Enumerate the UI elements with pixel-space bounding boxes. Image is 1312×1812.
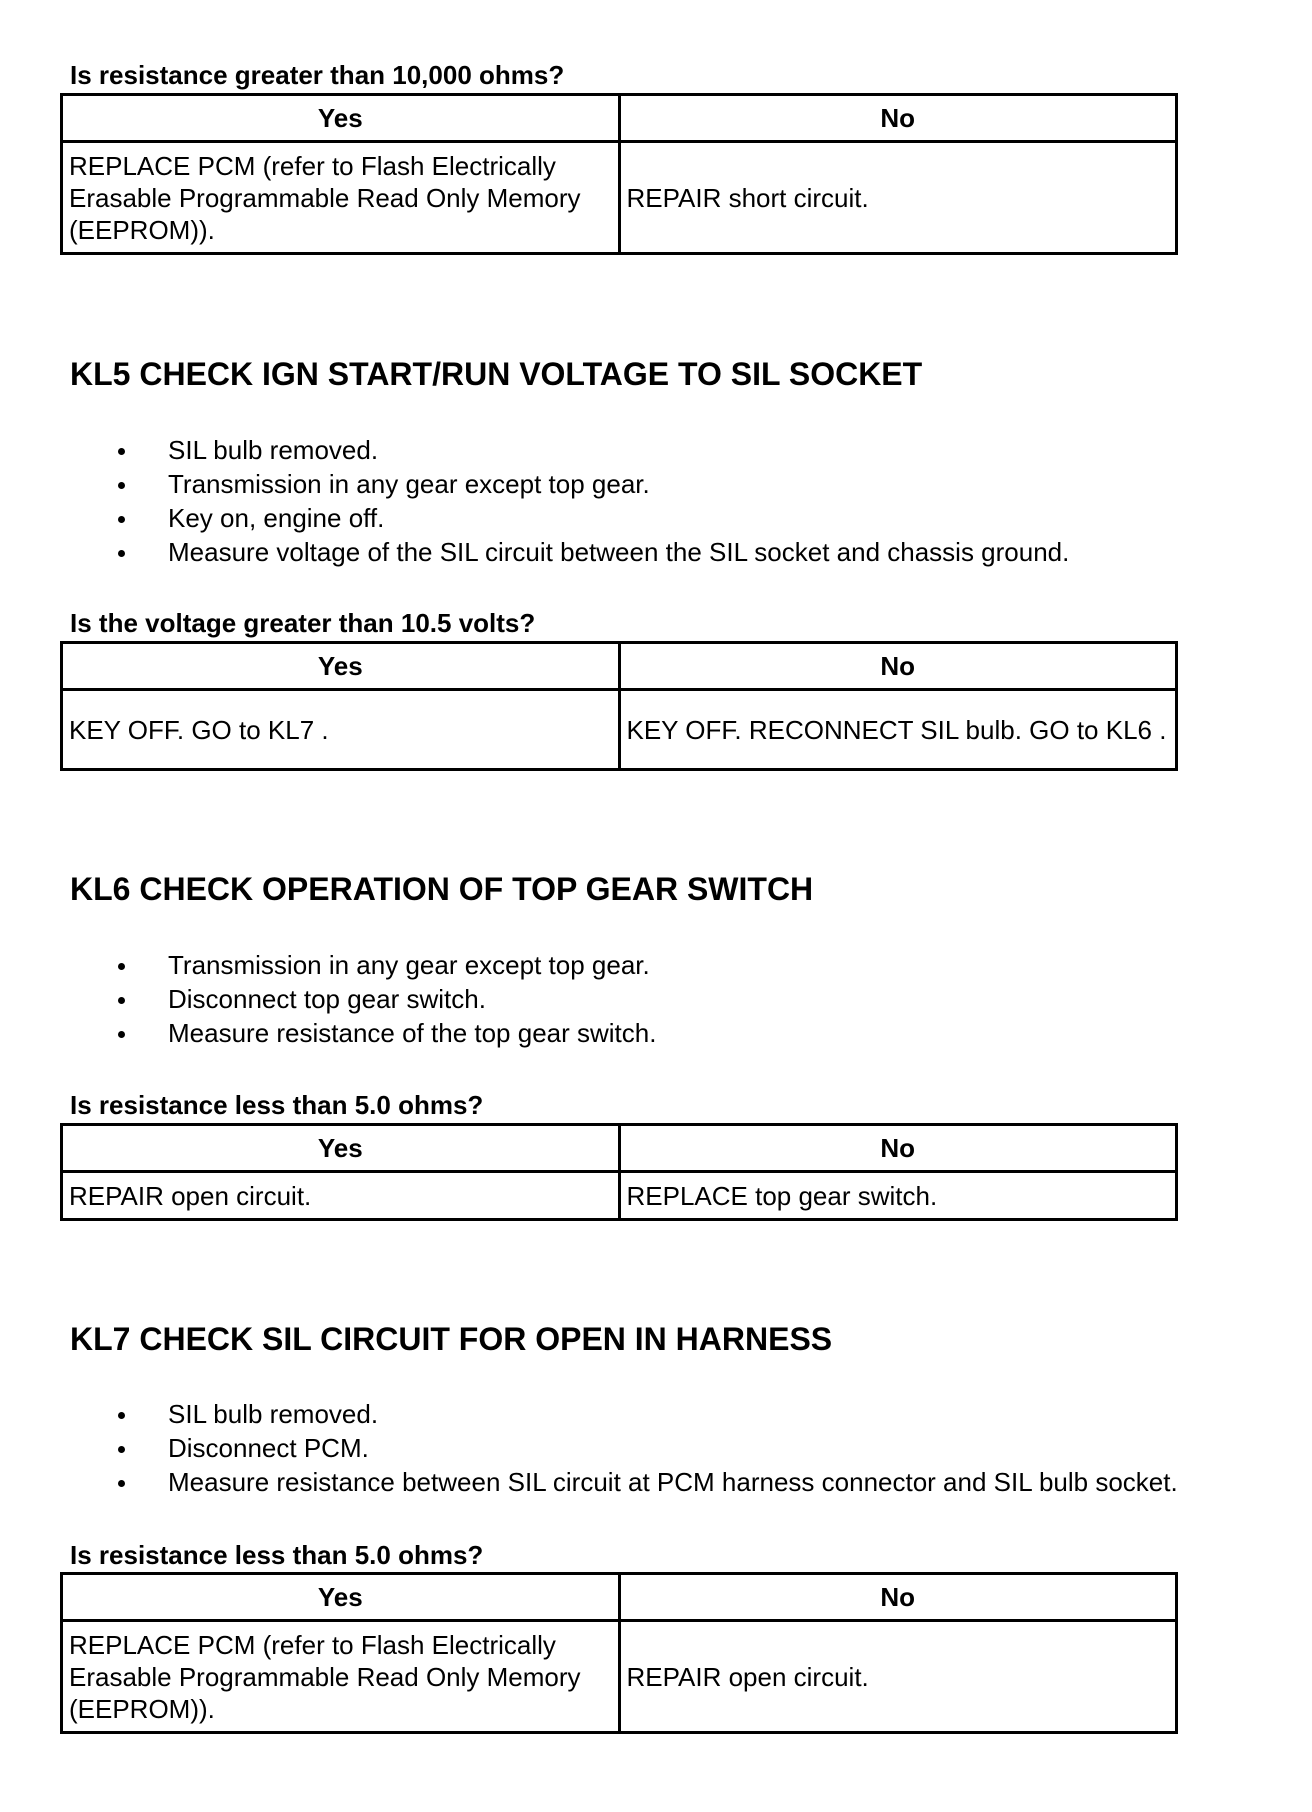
list-item: Measure resistance between SIL circuit at PCM harness connector and SIL bulb socket.	[118, 1465, 1178, 1499]
question-resistance-5-kl6: Is resistance less than 5.0 ohms?	[70, 1090, 484, 1120]
question-voltage-10-5: Is the voltage greater than 10.5 volts?	[70, 608, 536, 638]
section-heading-kl6: KL6 CHECK OPERATION OF TOP GEAR SWITCH	[70, 871, 814, 907]
list-item: Disconnect PCM.	[118, 1431, 1178, 1465]
list-item: Disconnect top gear switch.	[118, 982, 656, 1016]
question-resistance-10000: Is resistance greater than 10,000 ohms?	[70, 60, 565, 90]
yes-header: Yes	[62, 1125, 620, 1172]
no-action: KEY OFF. RECONNECT SIL bulb. GO to KL6 .	[619, 690, 1177, 770]
kl6-step-list	[118, 948, 656, 1050]
decision-table-block0	[60, 93, 1178, 255]
yes-action: KEY OFF. GO to KL7 .	[62, 690, 620, 770]
yes-header: Yes	[62, 1574, 620, 1621]
no-header: No	[619, 95, 1177, 142]
section-heading-kl7: KL7 CHECK SIL CIRCUIT FOR OPEN IN HARNESS	[70, 1321, 833, 1357]
decision-table-kl5	[60, 641, 1178, 771]
no-action: REPAIR short circuit.	[619, 142, 1177, 254]
decision-table-kl7	[60, 1572, 1178, 1734]
list-item: Transmission in any gear except top gear.	[118, 948, 656, 982]
question-resistance-5-kl7: Is resistance less than 5.0 ohms?	[70, 1540, 484, 1570]
section-heading-kl5: KL5 CHECK IGN START/RUN VOLTAGE TO SIL SOCKET	[70, 356, 923, 392]
no-action: REPAIR open circuit.	[619, 1621, 1177, 1733]
no-action: REPLACE top gear switch.	[619, 1172, 1177, 1220]
no-header: No	[619, 1574, 1177, 1621]
list-item: SIL bulb removed.	[118, 1397, 1178, 1431]
list-item: Transmission in any gear except top gear.	[118, 467, 1069, 501]
list-item: SIL bulb removed.	[118, 433, 1069, 467]
yes-action: REPAIR open circuit.	[62, 1172, 620, 1220]
yes-action: REPLACE PCM (refer to Flash Electrically Erasable Programmable Read Only Memory (EEPROM)).	[62, 142, 620, 254]
yes-header: Yes	[62, 95, 620, 142]
no-header: No	[619, 1125, 1177, 1172]
yes-header: Yes	[62, 643, 620, 690]
list-item: Key on, engine off.	[118, 501, 1069, 535]
kl5-step-list	[118, 433, 1069, 569]
list-item: Measure voltage of the SIL circuit between the SIL socket and chassis ground.	[118, 535, 1069, 569]
list-item: Measure resistance of the top gear switch.	[118, 1016, 656, 1050]
yes-action: REPLACE PCM (refer to Flash Electrically Erasable Programmable Read Only Memory (EEPROM)).	[62, 1621, 620, 1733]
decision-table-kl6	[60, 1123, 1178, 1221]
no-header: No	[619, 643, 1177, 690]
kl7-step-list	[118, 1397, 1178, 1499]
